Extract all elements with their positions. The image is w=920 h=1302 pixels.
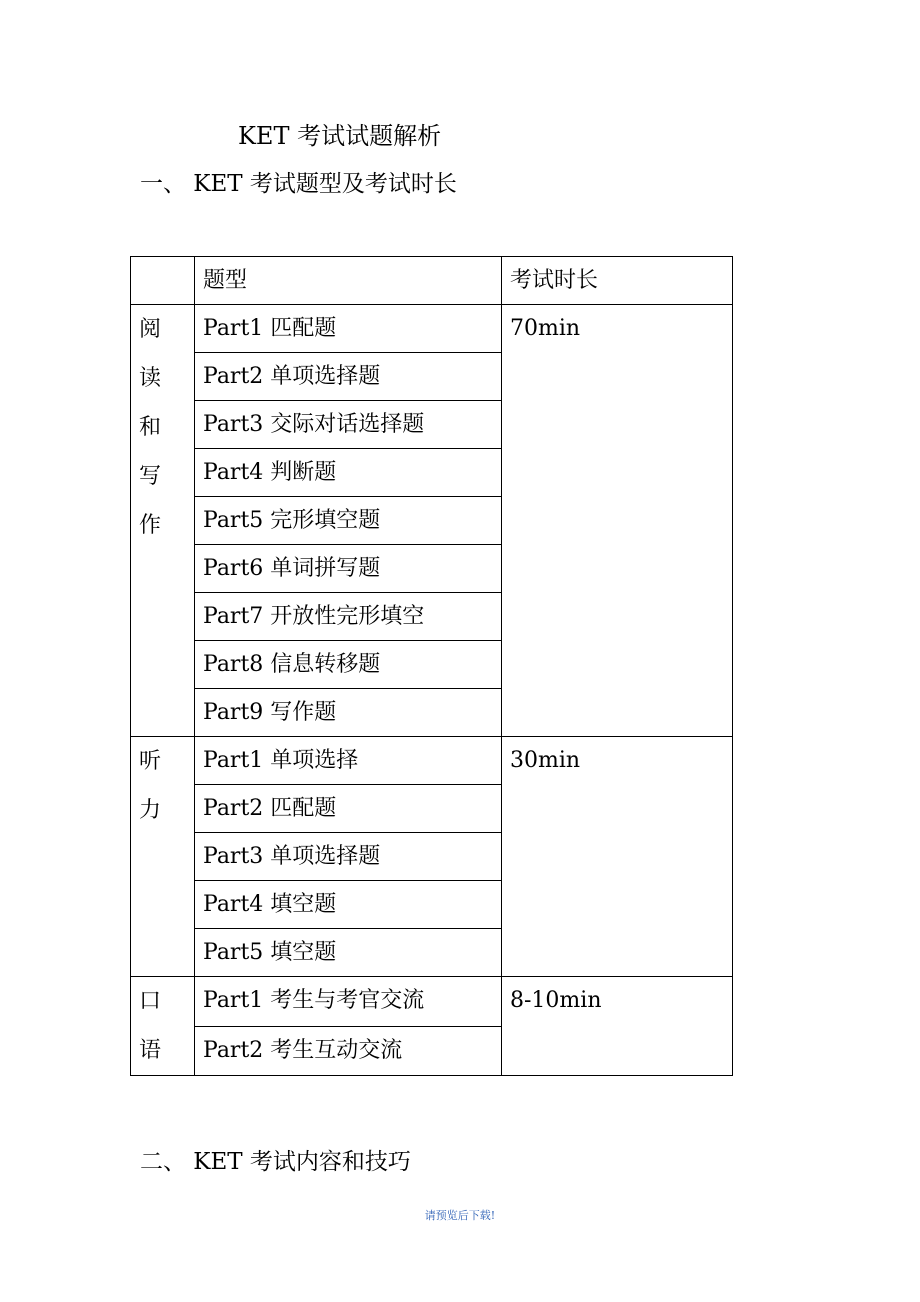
header-part-cell: 题型 <box>195 257 502 305</box>
part-cell: Part1 考生与考官交流 <box>195 977 502 1027</box>
duration-cell: 30min <box>502 737 733 977</box>
part-cell: Part1 匹配题 <box>195 305 502 353</box>
duration-cell: 8-10min <box>502 977 733 1076</box>
section-cell <box>131 305 195 737</box>
part-cell: Part4 判断题 <box>195 449 502 497</box>
part-cell: Part5 填空题 <box>195 929 502 977</box>
section-heading-exam-format: 一、 KET 考试题型及考试时长 <box>140 171 457 197</box>
part-cell: Part3 交际对话选择题 <box>195 401 502 449</box>
part-cell: Part8 信息转移题 <box>195 641 502 689</box>
table-row <box>131 977 733 1027</box>
part-cell: Part7 开放性完形填空 <box>195 593 502 641</box>
document-title: KET 考试试题解析 <box>238 122 442 150</box>
part-cell: Part2 单项选择题 <box>195 353 502 401</box>
section-cell <box>131 977 195 1076</box>
footer-download-note: 请预览后下载! <box>424 1209 496 1222</box>
section-heading-exam-content: 二、 KET 考试内容和技巧 <box>140 1149 411 1175</box>
table-header-row <box>131 257 733 305</box>
section-cell <box>131 737 195 977</box>
part-cell: Part4 填空题 <box>195 881 502 929</box>
section-label: 口语 <box>139 989 162 1063</box>
duration-cell: 70min <box>502 305 733 737</box>
section-label: 听力 <box>139 749 162 823</box>
table-row <box>131 737 733 785</box>
part-cell: Part1 单项选择 <box>195 737 502 785</box>
part-cell: Part5 完形填空题 <box>195 497 502 545</box>
part-cell: Part2 考生互动交流 <box>195 1026 502 1076</box>
section-label: 阅读和写作 <box>139 317 162 538</box>
part-cell: Part9 写作题 <box>195 689 502 737</box>
part-cell: Part2 匹配题 <box>195 785 502 833</box>
table-row <box>131 305 733 353</box>
header-section-cell <box>131 257 195 305</box>
header-duration-cell: 考试时长 <box>502 257 733 305</box>
part-cell: Part3 单项选择题 <box>195 833 502 881</box>
exam-format-table <box>130 256 733 1076</box>
part-cell: Part6 单词拼写题 <box>195 545 502 593</box>
